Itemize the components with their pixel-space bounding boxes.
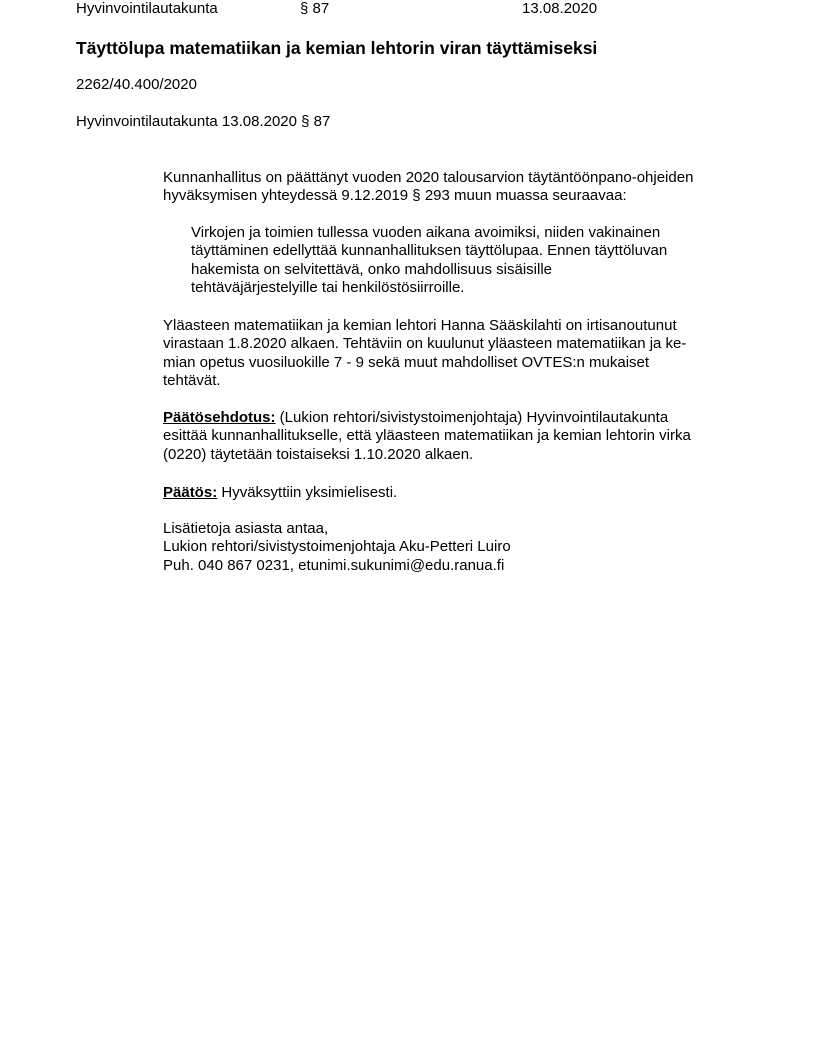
decision-label: Päätös: xyxy=(163,484,218,501)
text-line: hyväksymisen yhteydessä 9.12.2019 § 293 muun muassa seuraavaa: xyxy=(163,187,627,205)
decision xyxy=(163,484,397,502)
text-line: Puh. 040 867 0231, etunimi.sukunimi@edu.ranua.fi xyxy=(163,556,505,574)
quoted-instruction xyxy=(191,224,667,298)
decision-text: Hyväksyttiin yksimielisesti. xyxy=(217,484,398,501)
text-line: täyttäminen edellyttää kunnanhallituksen täyttölupaa. Ennen täyttöluvan xyxy=(191,242,668,260)
text-line: (0220) täytetään toistaiseksi 1.10.2020 alkaen. xyxy=(163,445,474,463)
header-section: § 87 xyxy=(300,0,330,17)
text-line: Lukion rehtori/sivistystoimenjohtaja Aku-Petteri Luiro xyxy=(163,538,511,556)
text-line: Lisätietoja asiasta antaa, xyxy=(163,520,329,537)
text-line: Kunnanhallitus on päättänyt vuoden 2020 talousarvion täytäntöönpano-ohjeiden xyxy=(163,169,694,186)
text-line: esittää kunnanhallitukselle, että yläasteen matematiikan ja kemian lehtorin virka xyxy=(163,427,691,445)
text-line: Virkojen ja toimien tullessa vuoden aikana avoimiksi, niiden vakinainen xyxy=(191,224,661,241)
text-line: hakemista on selvitettävä, onko mahdollisuus sisäisille xyxy=(191,260,553,278)
paragraph-resignation xyxy=(163,317,686,391)
text-line: tehtävät. xyxy=(163,372,221,390)
header-date: 13.08.2020 xyxy=(522,0,598,17)
text-line: virastaan 1.8.2020 alkaen. Tehtäviin on kuulunut yläasteen matematiikan ja ke- xyxy=(163,335,687,353)
text-line: tehtäväjärjestelyille tai henkilöstösiirroille. xyxy=(191,279,465,297)
record-number: 2262/40.400/2020 xyxy=(76,76,197,93)
contact-info xyxy=(163,520,511,575)
page-title: Täyttölupa matematiikan ja kemian lehtorin viran täyttämiseksi xyxy=(76,38,598,58)
meeting-reference: Hyvinvointilautakunta 13.08.2020 § 87 xyxy=(76,113,331,130)
decision-proposal xyxy=(163,409,691,464)
text-line: (Lukion rehtori/sivistystoimenjohtaja) Hyvinvointilautakunta xyxy=(275,409,669,426)
paragraph-background xyxy=(163,169,693,206)
header-committee: Hyvinvointilautakunta xyxy=(76,0,218,17)
proposal-label: Päätösehdotus: xyxy=(163,409,276,426)
text-line: Yläasteen matematiikan ja kemian lehtori Hanna Sääskilahti on irtisanoutunut xyxy=(163,317,677,334)
text-line: mian opetus vuosiluokille 7 - 9 sekä muut mahdolliset OVTES:n mukaiset xyxy=(163,353,650,371)
